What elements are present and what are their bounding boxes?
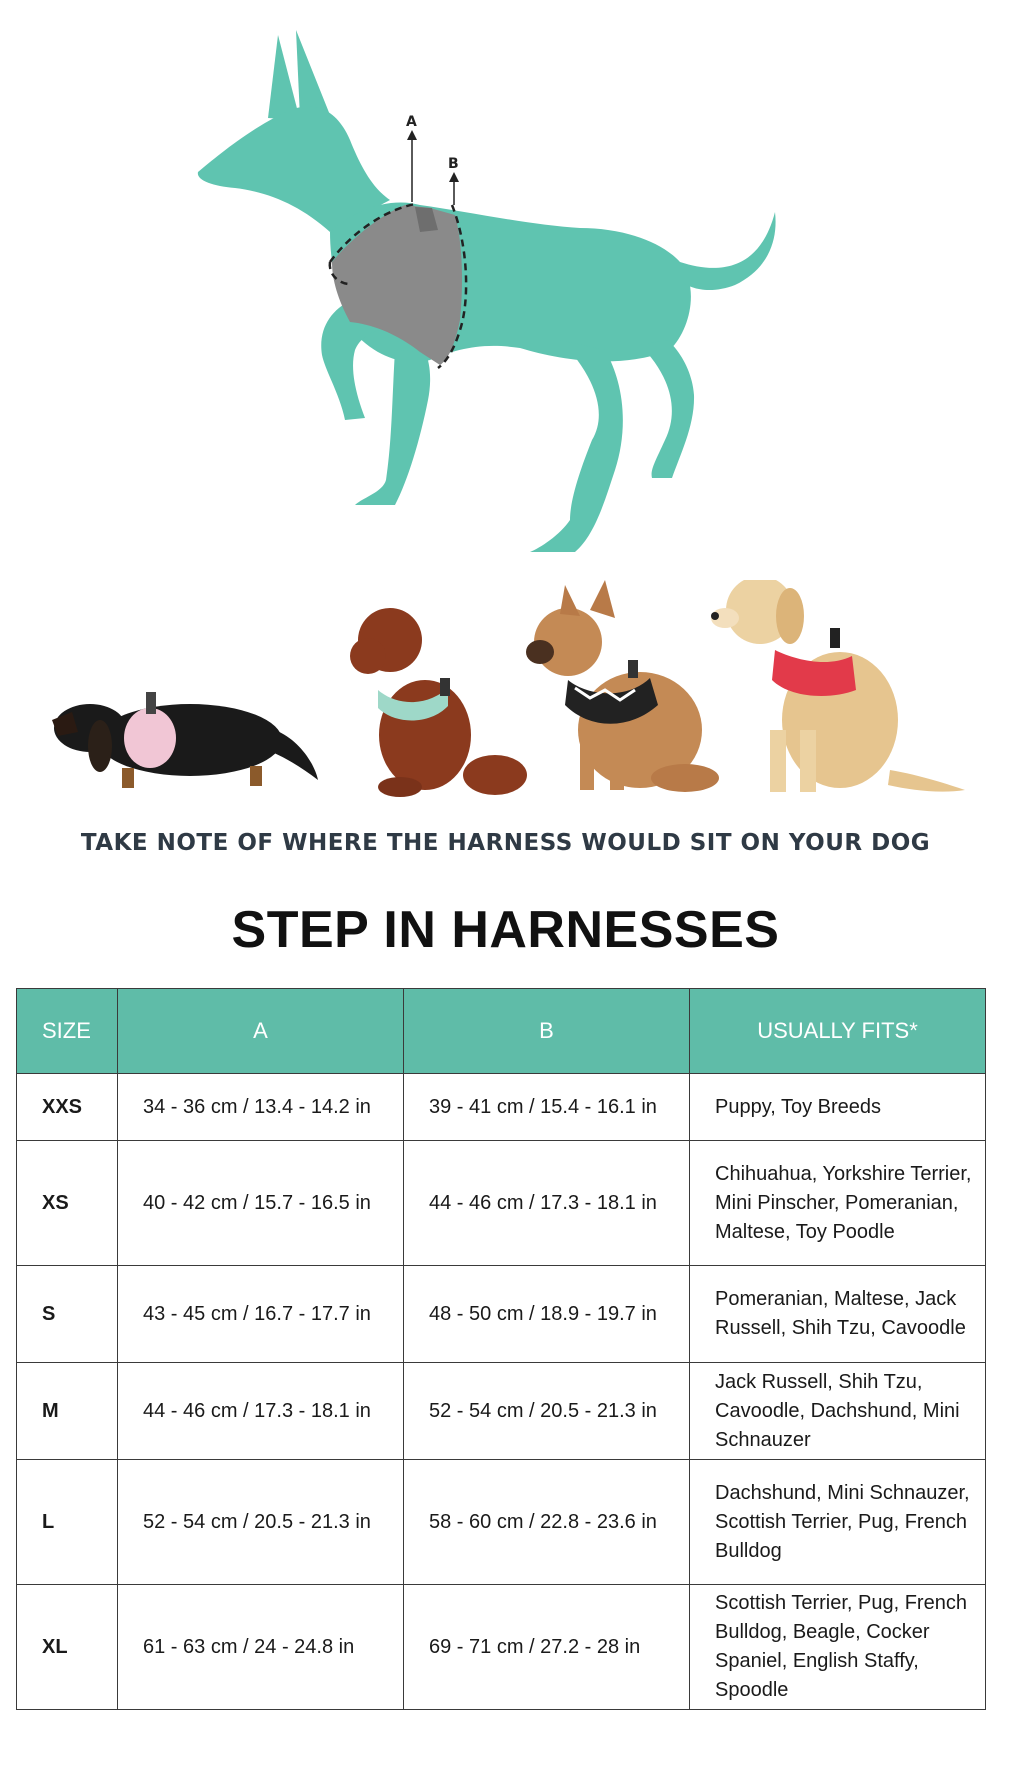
usually-fits-cell: Chihuahua, Yorkshire Terrier, Mini Pinscher, Pomeranian, Maltese, Toy Poodle — [690, 1141, 986, 1266]
usually-fits-cell: Jack Russell, Shih Tzu, Cavoodle, Dachshund, Mini Schnauzer — [690, 1363, 986, 1460]
measurement-a-cell: 61 - 63 cm / 24 - 24.8 in — [118, 1585, 404, 1710]
header-usually-fits: USUALLY FITS* — [690, 989, 986, 1074]
dachshund-image — [52, 692, 318, 788]
measurement-a-cell: 40 - 42 cm / 15.7 - 16.5 in — [118, 1141, 404, 1266]
table-row — [17, 1266, 986, 1363]
size-cell: XS — [17, 1141, 118, 1266]
size-cell: M — [17, 1363, 118, 1460]
measurement-b-cell: 69 - 71 cm / 27.2 - 28 in — [404, 1585, 690, 1710]
marker-a-label: A — [406, 114, 417, 130]
usually-fits-cell: Puppy, Toy Breeds — [690, 1074, 986, 1141]
measurement-b-cell: 39 - 41 cm / 15.4 - 16.1 in — [404, 1074, 690, 1141]
table-row — [17, 1141, 986, 1266]
tagline: TAKE NOTE OF WHERE THE HARNESS WOULD SIT ON YOUR DOG — [80, 830, 931, 856]
size-cell: XXS — [17, 1074, 118, 1141]
measurement-a-cell: 44 - 46 cm / 17.3 - 18.1 in — [118, 1363, 404, 1460]
teal-dog-silhouette — [198, 30, 776, 552]
size-cell: S — [17, 1266, 118, 1363]
table-row — [17, 1074, 986, 1141]
size-cell: L — [17, 1460, 118, 1585]
size-cell: XL — [17, 1585, 118, 1710]
header-a: A — [118, 989, 404, 1074]
usually-fits-cell: Scottish Terrier, Pug, French Bulldog, Beagle, Cocker Spaniel, English Staffy, Spoodle — [690, 1585, 986, 1710]
header-b: B — [404, 989, 690, 1074]
usually-fits-cell: Dachshund, Mini Schnauzer, Scottish Terrier, Pug, French Bulldog — [690, 1460, 986, 1585]
usually-fits-cell: Pomeranian, Maltese, Jack Russell, Shih Tzu, Cavoodle — [690, 1266, 986, 1363]
size-chart-table — [16, 988, 986, 1710]
header-size: SIZE — [17, 989, 118, 1074]
french-bulldog-image — [526, 580, 719, 792]
measurement-b-cell: 52 - 54 cm / 20.5 - 21.3 in — [404, 1363, 690, 1460]
measurement-a-cell: 34 - 36 cm / 13.4 - 14.2 in — [118, 1074, 404, 1141]
golden-puppy-image — [711, 580, 965, 792]
measurement-b-cell: 44 - 46 cm / 17.3 - 18.1 in — [404, 1141, 690, 1266]
table-header-row — [17, 989, 986, 1074]
measurement-a-cell: 52 - 54 cm / 20.5 - 21.3 in — [118, 1460, 404, 1585]
measurement-b-cell: 48 - 50 cm / 18.9 - 19.7 in — [404, 1266, 690, 1363]
marker-b-label: B — [448, 156, 459, 172]
poodle-image — [350, 608, 527, 797]
measurement-a-cell: 43 - 45 cm / 16.7 - 17.7 in — [118, 1266, 404, 1363]
table-row — [17, 1585, 986, 1710]
dogs-wearing-harnesses — [0, 580, 1011, 810]
table-row — [17, 1460, 986, 1585]
measurement-markers — [406, 114, 459, 205]
table-row — [17, 1363, 986, 1460]
page-title: STEP IN HARNESSES — [231, 901, 780, 959]
measurement-b-cell: 58 - 60 cm / 22.8 - 23.6 in — [404, 1460, 690, 1585]
dog-measurement-diagram — [0, 0, 1011, 560]
